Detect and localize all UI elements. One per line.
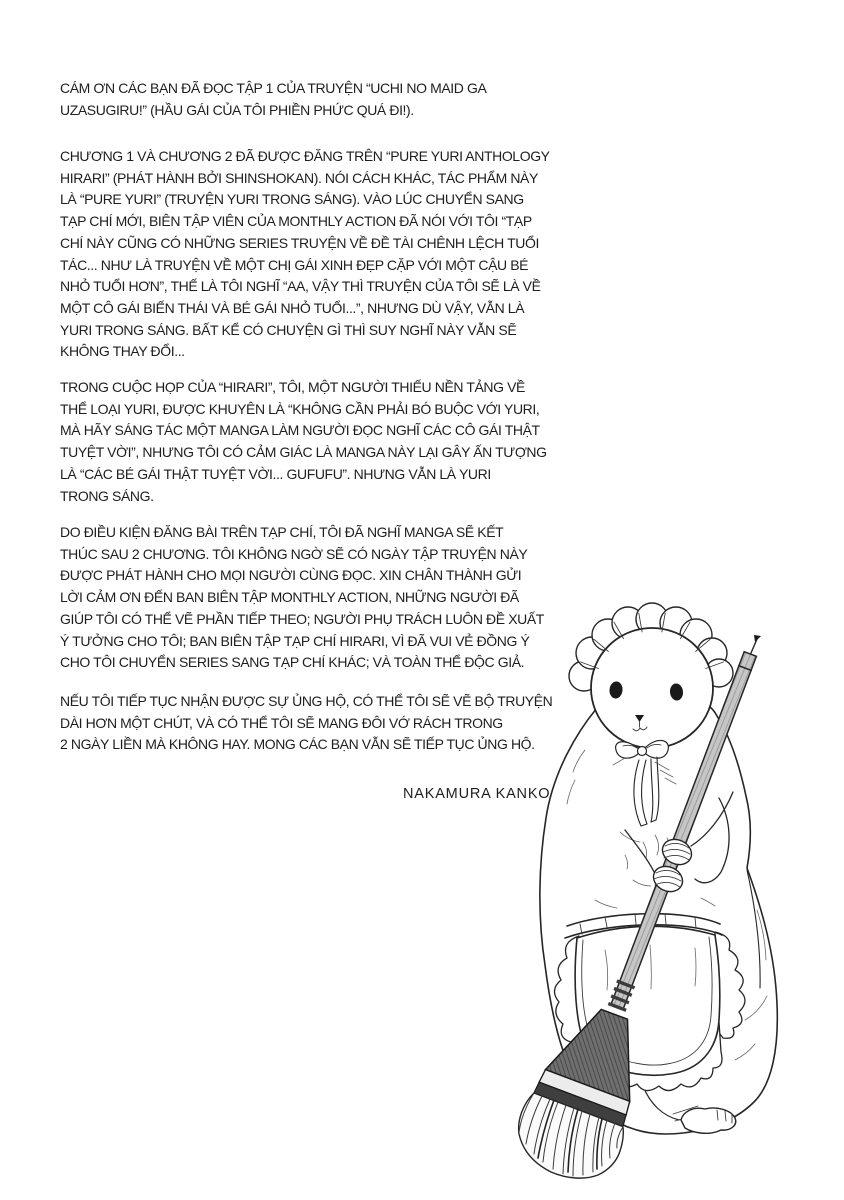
text-line: ĐƯỢC PHÁT HÀNH CHO MỌI NGƯỜI CÙNG ĐỌC. XIN CHÂN THÀNH GỬI <box>60 567 522 584</box>
afterword-paragraph-5 <box>60 691 552 756</box>
text-line: CHO TÔI CHUYỂN SERIES SANG TẠP CHÍ KHÁC; VÀ TOÀN THỂ ĐỘC GIẢ. <box>60 654 525 671</box>
text-line: YURI TRONG SÁNG. BẤT KỂ CÓ CHUYỆN GÌ THÌ SUY NGHĨ NÀY VẪN SẼ <box>60 321 517 338</box>
text-line: TẠP CHÍ MỚI, BIÊN TẬP VIÊN CỦA MONTHLY ACTION ĐÃ NÓI VỚI TÔI “TẠP <box>60 213 532 230</box>
afterword-paragraph-4 <box>60 522 544 674</box>
text-line: DO ĐIỀU KIỆN ĐĂNG BÀI TRÊN TẠP CHÍ, TÔI ĐÃ NGHĨ MANGA SẼ KẾT <box>60 524 504 540</box>
text-line: NHỎ TUỔI HƠN”, THẾ LÀ TÔI NGHĨ “AA, VẬY THÌ TRUYỆN CỦA TÔI SẼ LÀ VỀ <box>60 278 541 295</box>
text-line: 2 NGÀY LIỀN MÀ KHÔNG HAY. MONG CÁC BẠN VẪN SẼ TIẾP TỤC ỦNG HỘ. <box>60 736 535 753</box>
afterword-paragraph-2 <box>60 146 550 363</box>
text-line: MỘT CÔ GÁI BIẾN THÁI VÀ BÉ GÁI NHỎ TUỔI...”, NHƯNG DÙ VẬY, VẪN LÀ <box>60 299 525 316</box>
text-line: LỜI CẢM ƠN ĐẾN BAN BIÊN TẬP MONTHLY ACTION, NHỮNG NGƯỜI ĐÃ <box>60 589 519 606</box>
afterword-paragraph-3 <box>60 377 547 507</box>
text-line: LÀ “CÁC BÉ GÁI THẬT TUYỆT VỜI... GUFUFU”. NHƯNG VẪN LÀ YURI <box>60 465 491 482</box>
text-line: Ý TƯỞNG CHO TÔI; BAN BIÊN TẬP TẠP CHÍ HIRARI, VÌ ĐÃ VUI VẺ ĐỒNG Ý <box>60 632 530 649</box>
author-signature: NAKAMURA KANKO <box>403 786 551 802</box>
text-line: CÁM ƠN CÁC BẠN ĐÃ ĐỌC TẬP 1 CỦA TRUYỆN “UCHI NO MAID GA <box>60 80 487 96</box>
text-line: CHÍ NÀY CŨNG CÓ NHỮNG SERIES TRUYỆN VỀ ĐỀ TÀI CHÊNH LỆCH TUỔI <box>60 234 539 251</box>
text-line: HIRARI” (PHÁT HÀNH BỞI SHINSHOKAN). NÓI CÁCH KHÁC, TÁC PHẨM NÀY <box>60 169 538 186</box>
text-line: TUYỆT VỜI”, NHƯNG TÔI CÓ CẢM GIÁC LÀ MANGA NÀY LẠI GÂY ẤN TƯỢNG <box>60 444 547 461</box>
afterword-paragraph-1 <box>60 78 486 121</box>
text-line: NẾU TÔI TIẾP TỤC NHẬN ĐƯỢC SỰ ỦNG HỘ, CÓ THỂ TÔI SẼ VẼ BỘ TRUYỆN <box>60 693 553 709</box>
text-line: THÚC SAU 2 CHƯƠNG. TÔI KHÔNG NGỜ SẼ CÓ NGÀY TẬP TRUYỆN NÀY <box>60 545 528 562</box>
text-line: UZASUGIRU!” (HẦU GÁI CỦA TÔI PHIỀN PHỨC QUÁ ĐI!). <box>60 101 414 118</box>
text-line: MÀ HÃY SÁNG TÁC MỘT MANGA LÀM NGƯỜI ĐỌC NGHĨ CÁC CÔ GÁI THẬT <box>60 422 540 439</box>
text-line: KHÔNG THAY ĐỔI... <box>60 343 185 360</box>
hamster-maid-illustration <box>505 580 844 1200</box>
text-line: TÁC... NHƯ LÀ TRUYỆN VỀ MỘT CHỊ GÁI XINH ĐẸP CẶP VỚI MỘT CẬU BÉ <box>60 256 529 273</box>
text-line: GIÚP TÔI CÓ THỂ VẼ PHẦN TIẾP THEO; NGƯỜI PHỤ TRÁCH LUÔN ĐỀ XUẤT <box>60 610 544 627</box>
text-line: DÀI HƠN MỘT CHÚT, VÀ CÓ THỂ TÔI SẼ MANG ĐÔI VỚ RÁCH TRONG <box>60 714 503 731</box>
text-line: TRONG SÁNG. <box>60 487 154 504</box>
text-line: THỂ LOẠI YURI, ĐƯỢC KHUYÊN LÀ “KHÔNG CẦN PHẢI BÓ BUỘC VỚI YURI, <box>60 400 540 417</box>
hamster-foot <box>681 1108 736 1133</box>
text-line: CHƯƠNG 1 VÀ CHƯƠNG 2 ĐÃ ĐƯỢC ĐĂNG TRÊN “PURE YURI ANTHOLOGY <box>60 148 550 164</box>
text-line: LÀ “PURE YURI” (TRUYỆN YURI TRONG SÁNG). VÀO LÚC CHUYỂN SANG <box>60 191 524 208</box>
text-line: TRONG CUỘC HỌP CỦA “HIRARI”, TÔI, MỘT NGƯỜI THIẾU NỀN TẢNG VỀ <box>60 379 525 395</box>
